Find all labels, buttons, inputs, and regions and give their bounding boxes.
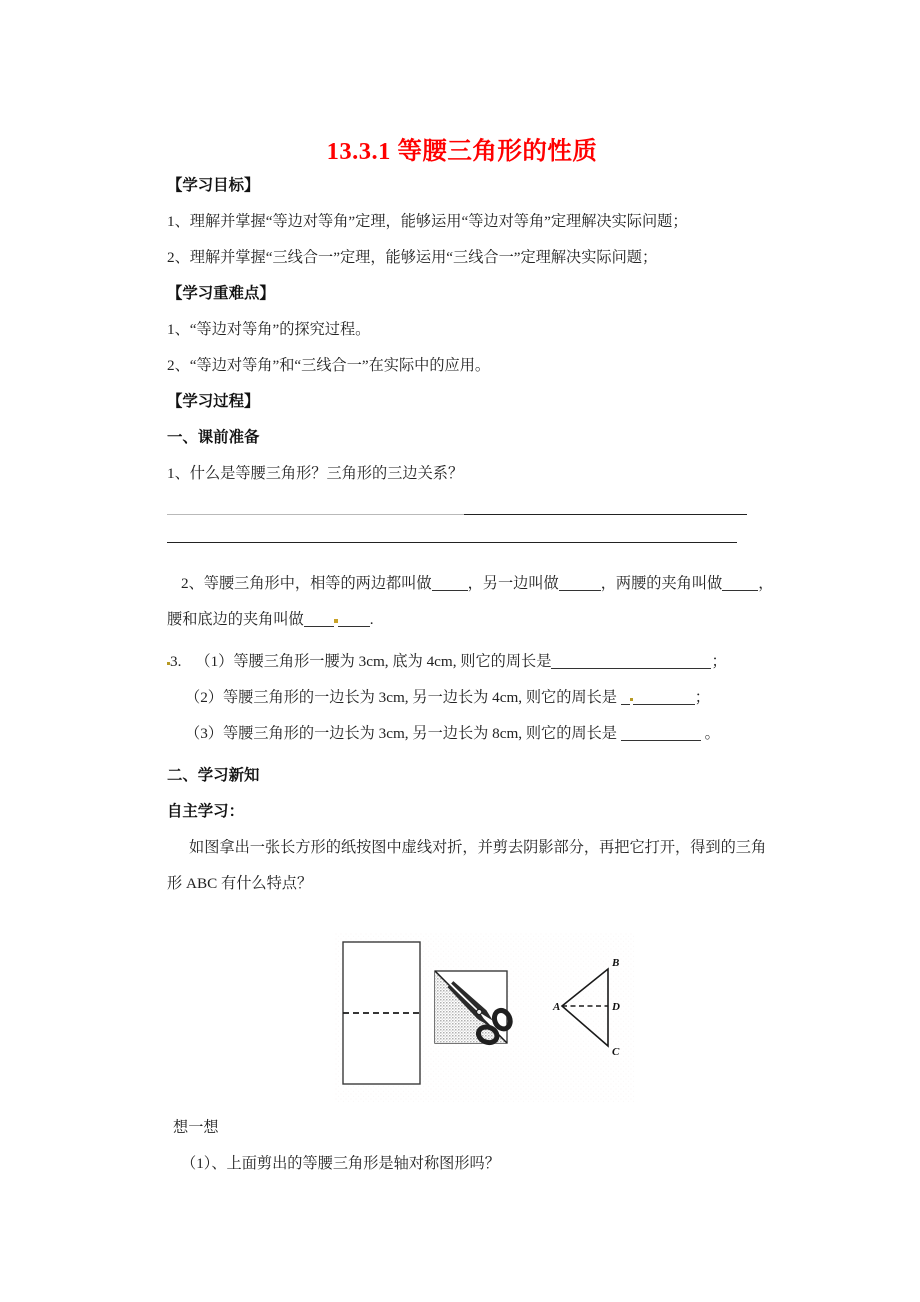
question-2-blank-3[interactable] xyxy=(722,575,758,591)
question-2-text-e: 腰和底边的夹角叫做 xyxy=(167,610,304,628)
question-3-item-2-text: 等腰三角形的一边长为 3cm, 另一边长为 4cm, 则它的周长是 xyxy=(222,688,617,706)
think-heading-text: 想一想 xyxy=(173,1119,219,1136)
question-3-line-1 xyxy=(167,644,757,680)
question-3-item-2-tail: ； xyxy=(694,688,710,706)
section-heading-process: 【学习过程】 xyxy=(167,392,260,410)
answer-rule-1-right[interactable] xyxy=(464,514,747,515)
figure-svg xyxy=(335,933,635,1103)
question-2-blank-2[interactable] xyxy=(559,575,601,591)
self-study-paragraph-line-1 xyxy=(167,830,767,866)
shaded-square-with-scissors xyxy=(435,969,518,1050)
folded-rectangle xyxy=(343,942,420,1084)
keypoint-item-2: 2、“等边对等角”和“三线合一”在实际中的应用。 xyxy=(167,356,491,374)
label-vertex-d: D xyxy=(612,1001,620,1013)
label-vertex-a: A xyxy=(553,1001,561,1013)
section-heading-keypoints: 【学习重难点】 xyxy=(167,284,275,302)
answer-rule-1-left[interactable] xyxy=(167,514,464,515)
page-title: 13.3.1 等腰三角形的性质 xyxy=(326,138,598,165)
question-2-blank-5[interactable] xyxy=(338,611,370,627)
section-heading-part-two: 二、学习新知 xyxy=(167,766,260,784)
question-3-item-3-text: 等腰三角形的一边长为 3cm, 另一边长为 8cm, 则它的周长是 xyxy=(222,724,617,742)
question-3-line-3 xyxy=(167,716,757,752)
question-3-item-3-label: （3） xyxy=(185,724,223,742)
question-3-item-1-blank[interactable] xyxy=(551,653,711,669)
question-3-item-2-blank-b[interactable] xyxy=(633,689,695,705)
question-3-item-2-blank[interactable] xyxy=(621,689,630,705)
question-2-blank-4[interactable] xyxy=(304,611,334,627)
question-2-text-a: 2、等腰三角形中，相等的两边都叫做 xyxy=(181,574,432,592)
self-study-text-1: 如图拿出一张长方形的纸按图中虚线对折，并剪去阴影部分，再把它打开，得到的三角 xyxy=(189,838,767,856)
think-question-1-text: （1）、上面剪出的等腰三角形是轴对称图形吗？ xyxy=(181,1155,500,1172)
question-2-text-c: ，两腰的夹角叫做 xyxy=(600,574,723,592)
think-question-1 xyxy=(167,1146,757,1182)
document-body xyxy=(167,0,774,902)
label-vertex-b: B xyxy=(612,957,620,969)
question-3-item-3-tail: 。 xyxy=(704,724,720,742)
question-2-text-d: ， xyxy=(758,574,774,592)
think-heading xyxy=(167,1110,757,1146)
section-heading-objectives: 【学习目标】 xyxy=(167,176,260,194)
question-2-text-b: ，另一边叫做 xyxy=(467,574,559,592)
section-heading-part-one: 一、课前准备 xyxy=(167,428,260,446)
question-3-number: 3. xyxy=(170,652,182,670)
figure-canvas xyxy=(335,933,635,1103)
objective-item-1: 1、理解并掌握“等边对等角”定理，能够运用“等边对等角”定理解决实际问题； xyxy=(167,212,688,230)
answer-rule-row-2 xyxy=(167,528,757,564)
question-2-text-f: . xyxy=(369,610,374,628)
figure-paper-folding xyxy=(0,933,920,1103)
answer-rule-2[interactable] xyxy=(167,542,737,543)
question-1 xyxy=(167,456,757,492)
label-vertex-c: C xyxy=(612,1046,620,1058)
question-3-item-3-blank[interactable] xyxy=(621,725,701,741)
question-2-line-2 xyxy=(167,602,757,638)
self-study-paragraph-line-2: 形 ABC 有什么特点？ xyxy=(167,874,313,892)
question-2-blank-1[interactable] xyxy=(432,575,468,591)
question-1-text: 1、什么是等腰三角形？三角形的三边关系？ xyxy=(167,464,464,482)
document-body-tail xyxy=(167,1110,757,1182)
question-3-item-1-tail: ； xyxy=(711,652,727,670)
keypoint-item-1: 1、“等边对等角”的探究过程。 xyxy=(167,320,371,338)
question-3-item-2-label: （2） xyxy=(185,688,223,706)
question-2-line-1 xyxy=(167,566,774,602)
question-3-item-1-label: （1） xyxy=(195,652,234,670)
answer-rule-row-1 xyxy=(167,492,757,528)
question-3-item-1-text: 等腰三角形一腰为 3cm, 底为 4cm, 则它的周长是 xyxy=(233,652,552,670)
question-3-line-2 xyxy=(167,680,757,716)
section-heading-self-study: 自主学习： xyxy=(167,802,244,820)
objective-item-2: 2、理解并掌握“三线合一”定理，能够运用“三线合一”定理解决实际问题； xyxy=(167,248,658,266)
